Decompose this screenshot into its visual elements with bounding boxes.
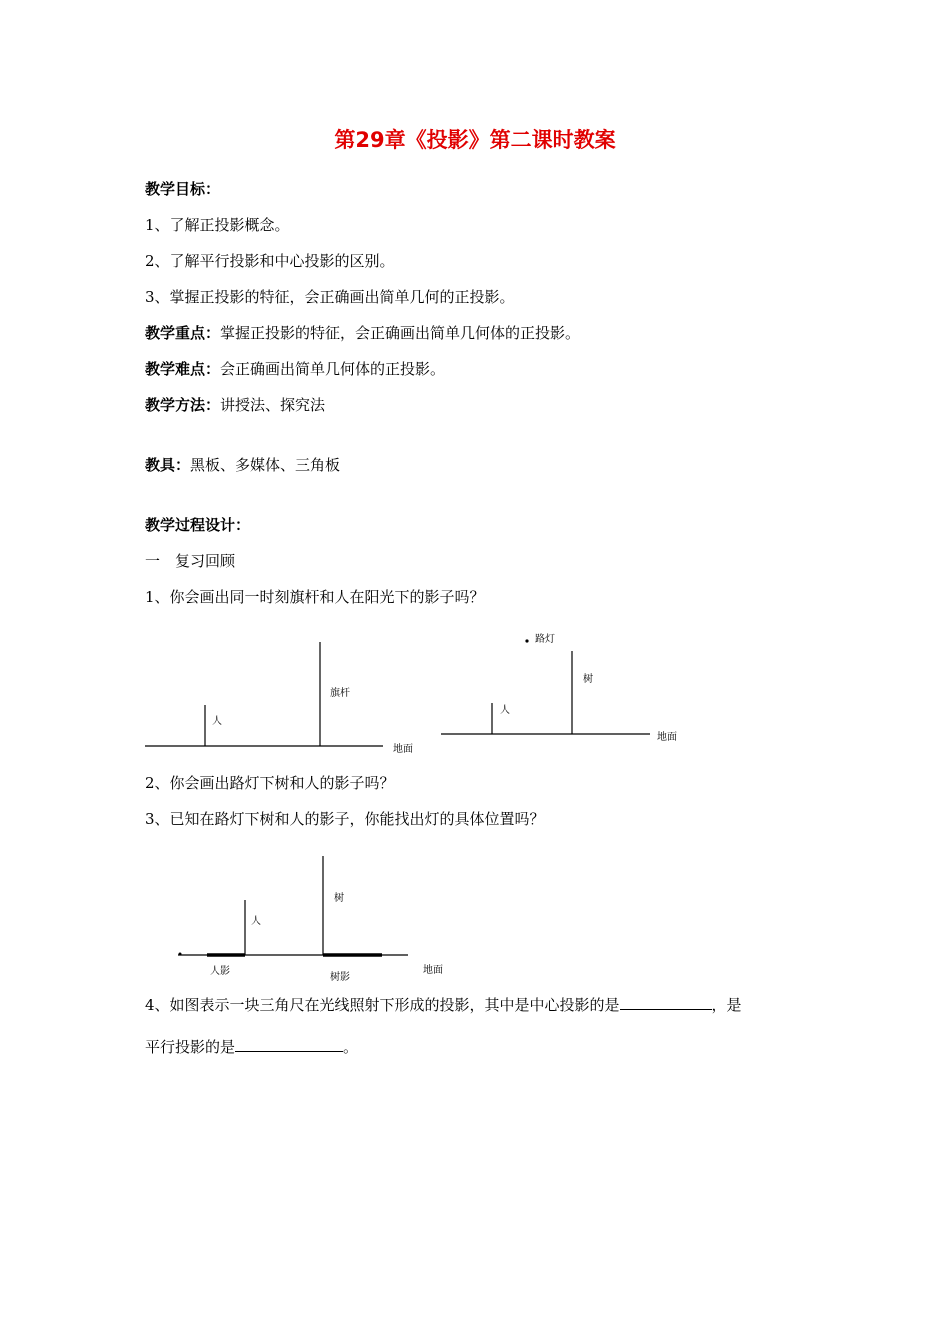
shadow-start-point xyxy=(179,953,182,956)
method-text: 讲授法、探究法 xyxy=(220,396,326,414)
tree-label: 树 xyxy=(583,674,593,685)
objective-3: 3、掌握正投影的特征，会正确画出简单几何的正投影。 xyxy=(145,288,515,306)
key-point-label: 教学重点： xyxy=(145,324,221,342)
person-label: 人 xyxy=(500,705,510,716)
question-2: 2、你会画出路灯下树和人的影子吗？ xyxy=(145,774,395,792)
question-1: 1、你会画出同一时刻旗杆和人在阳光下的影子吗？ xyxy=(145,588,485,606)
ground-label: 地面 xyxy=(657,732,677,743)
objective-2: 2、了解平行投影和中心投影的区别。 xyxy=(145,252,395,270)
lamp-label: 路灯 xyxy=(535,634,555,645)
tree-shadow-label: 树影 xyxy=(330,972,350,983)
objective-1: 1、了解正投影概念。 xyxy=(145,216,290,234)
question-3: 3、已知在路灯下树和人的影子，你能找出灯的具体位置吗？ xyxy=(145,810,545,828)
section-review: 一 复习回顾 xyxy=(145,552,236,570)
flagpole-label: 旗杆 xyxy=(330,688,350,699)
lamp-point xyxy=(525,639,528,642)
method-label: 教学方法： xyxy=(145,396,221,414)
process-heading: 教学过程设计： xyxy=(145,516,251,534)
difficulty-text: 会正确画出简单几何体的正投影。 xyxy=(220,360,446,378)
tools-text: 黑板、多媒体、三角板 xyxy=(190,456,341,474)
figure-streetlamp xyxy=(441,632,677,743)
question-4-text: 4、如图表示一块三角尺在光线照射下形成的投影，其中是中心投影的是 xyxy=(145,996,620,1014)
person-label: 人 xyxy=(251,916,261,927)
difficulty-label: 教学难点： xyxy=(145,360,221,378)
page-title: 第29章《投影》第二课时教案 xyxy=(334,128,616,152)
tools-label: 教具： xyxy=(145,456,191,474)
person-label: 人 xyxy=(212,716,222,727)
figure-find-lamp xyxy=(178,856,443,983)
question-4-text-2: 平行投影的是 xyxy=(145,1038,236,1056)
key-point-text: 掌握正投影的特征，会正确画出简单几何体的正投影。 xyxy=(220,324,581,342)
ground-label: 地面 xyxy=(423,965,443,976)
person-shadow-label: 人影 xyxy=(210,966,230,977)
question-4-end: 。 xyxy=(343,1038,359,1056)
objectives-heading: 教学目标： xyxy=(145,180,221,198)
question-4-comma: ，是 xyxy=(711,996,742,1014)
figure-sunlight xyxy=(145,642,413,755)
tree-label: 树 xyxy=(334,893,344,904)
ground-label: 地面 xyxy=(393,744,413,755)
